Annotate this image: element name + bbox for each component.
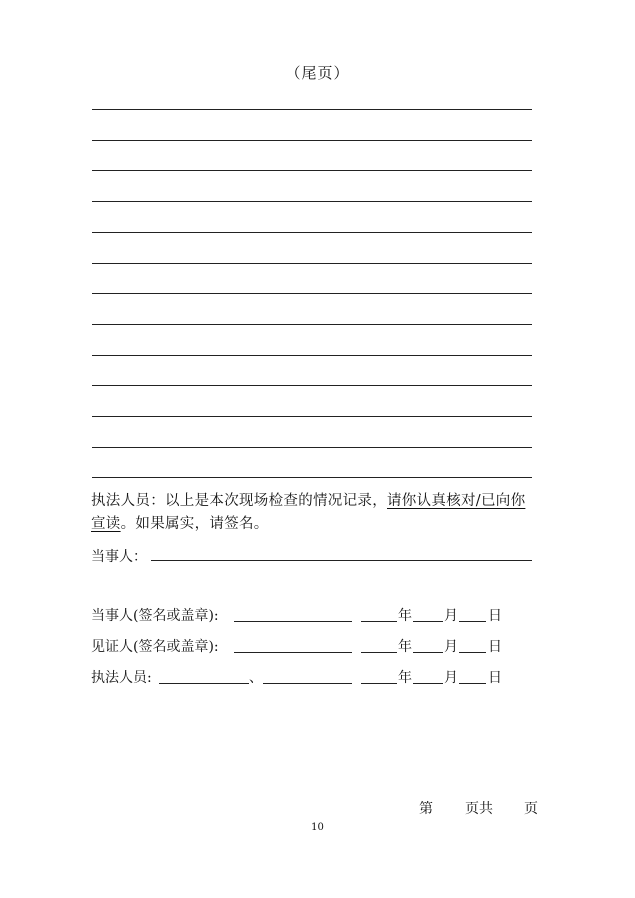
record-line[interactable] bbox=[92, 447, 532, 448]
statement-underlined-2: 宣读 bbox=[91, 516, 121, 532]
party-line-row bbox=[91, 546, 147, 566]
party-month-line[interactable] bbox=[413, 621, 443, 622]
record-line[interactable] bbox=[92, 140, 532, 141]
officer-signature-line-2[interactable] bbox=[263, 683, 352, 684]
party-month-label: 月 bbox=[444, 608, 458, 624]
record-line[interactable] bbox=[92, 355, 532, 356]
page-count-ye-gong: 页共 bbox=[465, 801, 493, 817]
party-signature-label: 当事人(签名或盖章): bbox=[91, 608, 219, 624]
record-line[interactable] bbox=[92, 416, 532, 417]
record-line[interactable] bbox=[92, 263, 532, 264]
record-line[interactable] bbox=[92, 385, 532, 386]
record-line[interactable] bbox=[92, 293, 532, 294]
officer-signature-label: 执法人员: bbox=[91, 670, 152, 686]
officer-year-line[interactable] bbox=[361, 683, 397, 684]
officer-day-line[interactable] bbox=[459, 683, 486, 684]
party-signature-line[interactable] bbox=[234, 621, 352, 622]
party-label: 当事人： bbox=[91, 549, 147, 565]
officer-year-label: 年 bbox=[398, 670, 412, 686]
witness-signature-label: 见证人(签名或盖章): bbox=[91, 639, 219, 655]
statement-suffix: 。如果属实，请签名。 bbox=[120, 516, 269, 532]
witness-year-line[interactable] bbox=[361, 652, 397, 653]
officer-day-label: 日 bbox=[488, 670, 502, 686]
record-line[interactable] bbox=[92, 477, 532, 478]
record-line[interactable] bbox=[92, 201, 532, 202]
witness-day-label: 日 bbox=[488, 639, 502, 655]
party-year-line[interactable] bbox=[361, 621, 397, 622]
officer-signature-line-1[interactable] bbox=[159, 683, 249, 684]
officer-month-line[interactable] bbox=[413, 683, 443, 684]
officer-separator: 、 bbox=[249, 670, 263, 686]
party-day-label: 日 bbox=[488, 608, 502, 624]
party-day-line[interactable] bbox=[459, 621, 486, 622]
statement-underlined-1: 请你认真核对/已向你 bbox=[387, 493, 526, 509]
record-line[interactable] bbox=[92, 170, 532, 171]
party-input-line[interactable] bbox=[151, 560, 532, 561]
witness-month-line[interactable] bbox=[413, 652, 443, 653]
statement-prefix: 执法人员：以上是本次现场检查的情况记录， bbox=[91, 493, 387, 509]
record-line[interactable] bbox=[92, 324, 532, 325]
witness-signature-line[interactable] bbox=[234, 652, 352, 653]
officer-month-label: 月 bbox=[444, 670, 458, 686]
officer-statement bbox=[91, 490, 541, 536]
record-line[interactable] bbox=[92, 109, 532, 110]
party-year-label: 年 bbox=[398, 608, 412, 624]
page-title: （尾页） bbox=[285, 64, 350, 82]
record-line[interactable] bbox=[92, 232, 532, 233]
witness-month-label: 月 bbox=[444, 639, 458, 655]
witness-year-label: 年 bbox=[398, 639, 412, 655]
witness-day-line[interactable] bbox=[459, 652, 486, 653]
page-number: 10 bbox=[311, 822, 324, 833]
page-count-ye: 页 bbox=[524, 801, 538, 817]
page-count-di: 第 bbox=[419, 801, 433, 817]
